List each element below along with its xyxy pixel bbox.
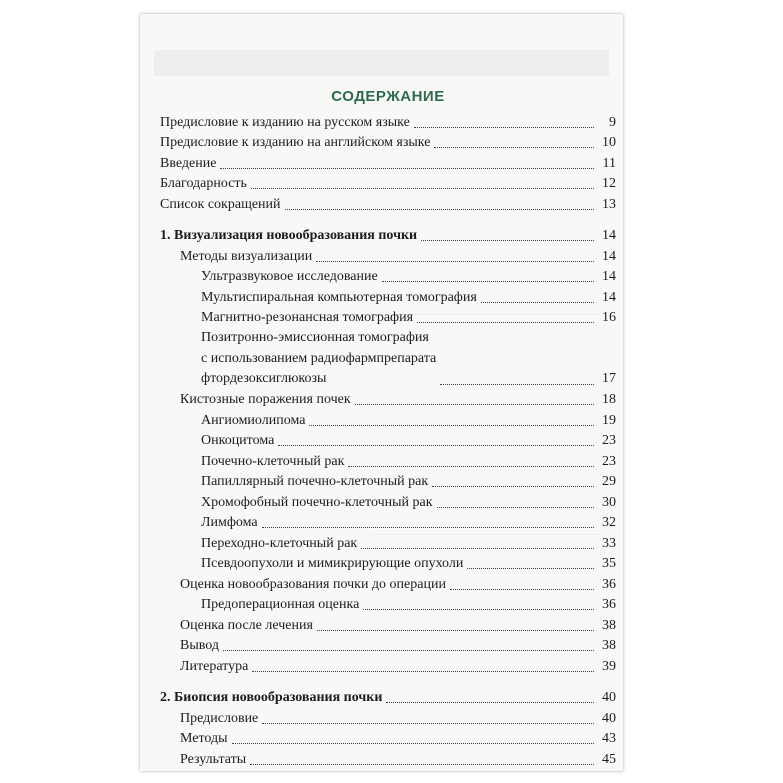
toc-entry-label: Методы [180, 731, 228, 746]
toc-entry-oncocytoma[interactable] [160, 431, 616, 452]
toc-entry-label: Вывод [180, 638, 219, 653]
toc-entry-ultrasound[interactable] [160, 267, 616, 288]
toc-entry-label-line: с использованием радиофармпрепарата [201, 350, 437, 366]
dot-leader [317, 630, 594, 631]
toc-entry-papillary-rcc[interactable] [160, 472, 616, 493]
toc-entry-label: Методы визуализации [180, 248, 313, 264]
toc-entry-preface-ru[interactable] [160, 112, 616, 133]
toc-entry-label: Предисловие к изданию на английском языке [160, 135, 431, 150]
toc-entry-mri[interactable] [160, 308, 616, 329]
toc-page-number: 12 [602, 176, 616, 191]
dot-leader [361, 548, 594, 549]
toc-entry-label: Предисловие к изданию на русском языке [160, 114, 410, 130]
toc-page-number: 36 [602, 597, 616, 612]
toc-entry-label: Почечно-клеточный рак [201, 453, 345, 469]
toc-entry-mdct[interactable] [160, 287, 616, 308]
toc-entry-label: Мультиспиральная компьютерная томография [201, 289, 477, 305]
dot-leader [251, 188, 594, 189]
toc-page-number: 29 [602, 474, 616, 489]
dot-leader [414, 127, 594, 128]
toc-entry-label: Магнитно-резонансная томография [201, 310, 414, 325]
toc-page-number: 14 [602, 289, 616, 305]
toc-entry-label: Ангиомиолипома [201, 412, 306, 428]
toc-page-number: 18 [602, 392, 616, 407]
toc-entry-pet[interactable] [160, 328, 616, 390]
toc-entry-angiomyolipoma[interactable] [160, 410, 616, 431]
toc-entry-label: Псевдоопухоли и мимикрирующие опухоли [201, 556, 464, 571]
toc-entry-preface-en[interactable] [160, 133, 616, 154]
toc-entry-acknowledgements[interactable] [160, 174, 616, 195]
toc-page-number: 11 [602, 155, 616, 171]
toc-chapter-label: 1. Визуализация новообразования почки [160, 228, 418, 243]
toc-chapter-2[interactable] [160, 688, 616, 709]
toc-entry-label-line: фтордезоксиглюкозы [201, 371, 327, 386]
dot-leader [348, 466, 594, 467]
dot-leader [363, 609, 594, 610]
dot-leader [262, 723, 594, 724]
toc-entry-lymphoma[interactable] [160, 513, 616, 534]
dot-leader [417, 322, 594, 323]
toc-entry-conclusion[interactable] [160, 636, 616, 657]
toc-entry-label: Список сокращений [160, 196, 281, 212]
toc-title: СОДЕРЖАНИЕ [331, 88, 445, 105]
toc-page-number: 30 [602, 494, 616, 510]
dot-leader [434, 147, 594, 148]
toc-entry-label: Переходно-клеточный рак [201, 535, 358, 551]
toc-entry-abbreviations[interactable] [160, 194, 616, 215]
toc-entry-chromophobe-rcc[interactable] [160, 492, 616, 513]
dot-leader [309, 425, 594, 426]
toc-entry-post-treatment[interactable] [160, 615, 616, 636]
toc-page-number: 36 [602, 576, 616, 592]
dot-leader [252, 671, 594, 672]
dot-leader [382, 281, 594, 282]
toc-entry-label: Предоперационная оценка [201, 597, 360, 612]
dot-leader [421, 240, 594, 241]
toc-entry-introduction[interactable] [160, 153, 616, 174]
toc-entry-label: Лимфома [201, 515, 258, 530]
toc-entry-imaging-methods[interactable] [160, 246, 616, 267]
toc-page-number: 32 [602, 515, 616, 530]
toc-entry-label: Результаты [180, 751, 247, 767]
toc-entry-rcc[interactable] [160, 451, 616, 472]
dot-leader [437, 507, 594, 508]
toc-page-number: 38 [602, 617, 616, 633]
toc-page-number: 35 [602, 556, 616, 571]
dot-leader [355, 404, 594, 405]
toc-entry-label: Оценка новообразования почки до операции [180, 576, 446, 592]
toc-entry-label: Предисловие [180, 710, 259, 726]
dot-leader [316, 261, 594, 262]
dot-leader [467, 568, 594, 569]
bleed-through-header [154, 50, 609, 76]
toc-entry-pseudotumors[interactable] [160, 554, 616, 575]
toc-page-number: 16 [602, 310, 616, 325]
toc-entry-cystic-lesions[interactable] [160, 390, 616, 411]
toc-page-number: 17 [602, 371, 616, 386]
toc-page-number: 33 [602, 535, 616, 551]
toc-page-number: 45 [602, 751, 616, 767]
toc-page-number: 14 [602, 228, 616, 243]
toc-page-number: 23 [602, 453, 616, 469]
toc-page-number: 38 [602, 638, 616, 653]
toc-page-number: 9 [609, 114, 616, 130]
dot-leader [481, 302, 594, 303]
toc-entry-literature[interactable] [160, 656, 616, 677]
section-gap [160, 215, 616, 226]
toc-entry-ch2-results[interactable] [160, 749, 616, 770]
toc-page-number: 40 [602, 690, 616, 705]
dot-leader [262, 527, 594, 528]
toc-entry-label: Литература [180, 658, 249, 674]
toc-page-number: 14 [602, 248, 616, 264]
toc-entry-ch2-preface[interactable] [160, 708, 616, 729]
dot-leader [432, 486, 594, 487]
dot-leader [285, 209, 594, 210]
dot-leader [386, 702, 594, 703]
toc-entry-preop-assessment[interactable] [160, 574, 616, 595]
toc-page-number: 13 [602, 196, 616, 212]
toc-entry-label-line: Позитронно-эмиссионная томография [201, 330, 429, 345]
toc-entry-label: Введение [160, 155, 217, 171]
toc-page-number: 43 [602, 731, 616, 746]
toc-entry-transitional-cell[interactable] [160, 533, 616, 554]
dot-leader [220, 168, 594, 169]
dot-leader [440, 384, 594, 385]
dot-leader [223, 650, 594, 651]
toc-page-number: 40 [602, 710, 616, 726]
toc-page-number: 39 [602, 658, 616, 674]
dot-leader [450, 589, 594, 590]
toc-entry-label: Хромофобный почечно-клеточный рак [201, 494, 433, 510]
book-page [140, 14, 623, 771]
dot-leader [250, 764, 594, 765]
toc-page-number: 14 [602, 269, 616, 284]
toc-entry-label: Папиллярный почечно-клеточный рак [201, 474, 429, 489]
section-gap [160, 677, 616, 688]
toc-entry-label: Кистозные поражения почек [180, 392, 351, 407]
toc-page-number: 10 [602, 135, 616, 150]
toc-entry-preop-evaluation[interactable] [160, 595, 616, 616]
table-of-contents [160, 84, 616, 770]
toc-entry-label: Благодарность [160, 176, 247, 191]
toc-page-number: 19 [602, 412, 616, 428]
toc-entry-label: Ультразвуковое исследование [201, 269, 378, 284]
toc-entry-label: Онкоцитома [201, 433, 275, 448]
toc-page-number: 23 [602, 433, 616, 448]
toc-chapter-label: 2. Биопсия новообразования почки [160, 690, 383, 705]
toc-entry-label: Оценка после лечения [180, 617, 313, 633]
dot-leader [278, 445, 594, 446]
dot-leader [232, 743, 594, 744]
toc-chapter-1[interactable] [160, 226, 616, 247]
toc-entry-ch2-methods[interactable] [160, 729, 616, 750]
toc-entry-label-multiline [201, 328, 436, 390]
